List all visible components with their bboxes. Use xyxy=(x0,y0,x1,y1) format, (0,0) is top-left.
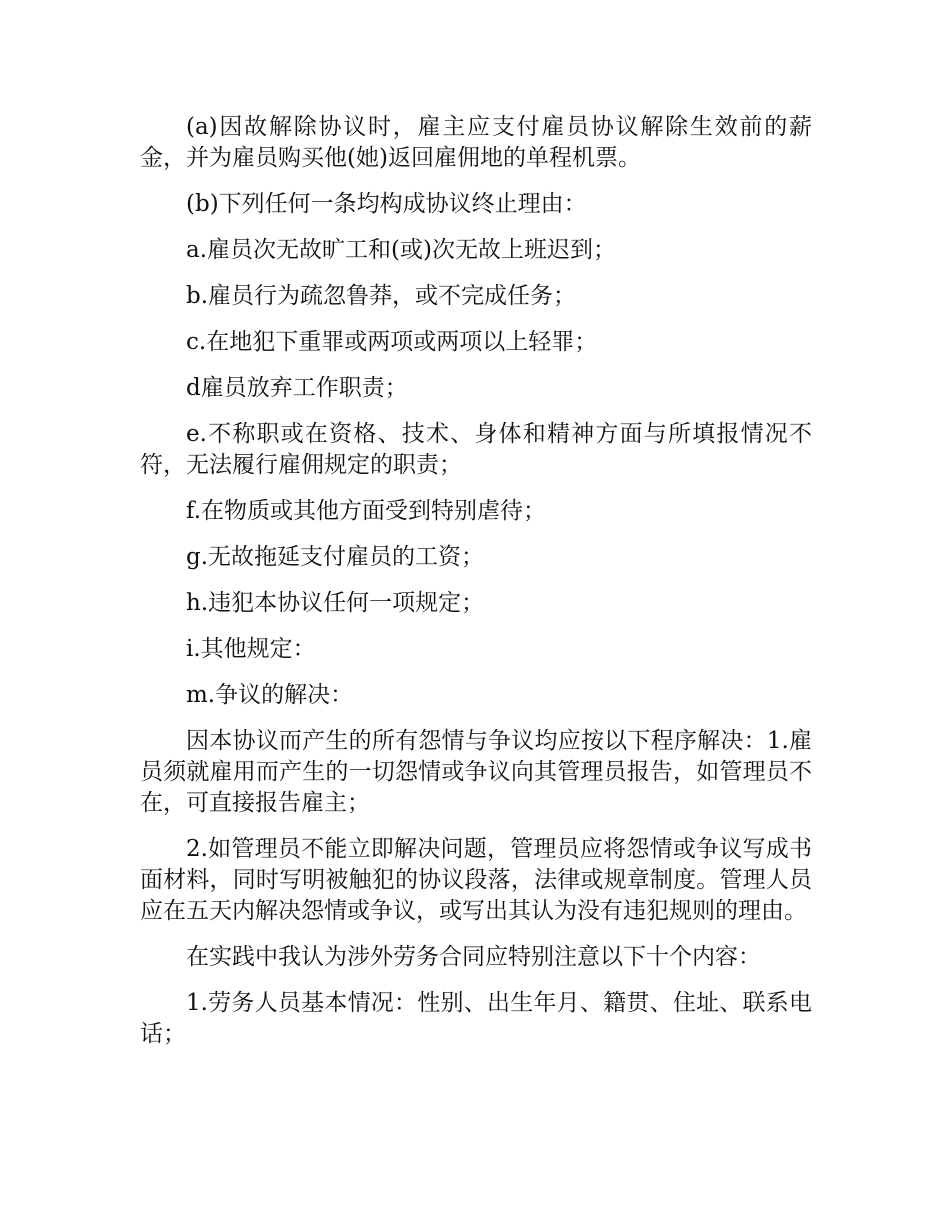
list-item-e: e.不称职或在资格、技术、身体和精神方面与所填报情况不符，无法履行雇佣规定的职责； xyxy=(140,421,812,478)
list-item-d: d雇员放弃工作职责； xyxy=(186,375,408,401)
paragraph-practice-intro: 在实践中我认为涉外劳务合同应特别注意以下十个内容： xyxy=(186,944,761,970)
paragraph-termination-reasons: (b)下列任何一条均构成协议终止理由： xyxy=(186,191,587,217)
list-item-f: f.在物质或其他方面受到特别虐待； xyxy=(186,498,547,524)
document-body xyxy=(140,112,812,1065)
list-item-g: g.无故拖延支付雇员的工资； xyxy=(186,544,485,570)
paragraph-dispute-step-2: 2.如管理员不能立即解决问题，管理员应将怨情或争议写成书面材料，同时写明被触犯的协议段落，法律或规章制度。管理人员应在五天内解决怨情或争议，或写出其认为没有违犯规则的理由。 xyxy=(140,836,812,924)
list-item-b: b.雇员行为疏忽鲁莽，或不完成任务； xyxy=(186,283,577,309)
paragraph-dispute-procedure: 因本协议而产生的所有怨情与争议均应按以下程序解决：1.雇员须就雇用而产生的一切怨情或争议向其管理员报告，如管理员不在，可直接报告雇主； xyxy=(140,728,812,816)
list-item-h: h.违犯本协议任何一项规定； xyxy=(186,590,485,616)
paragraph-termination-payment: (a)因故解除协议时，雇主应支付雇员协议解除生效前的薪金，并为雇员购买他(她)返回雇佣地的单程机票。 xyxy=(140,114,812,171)
section-heading-dispute: m.争议的解决： xyxy=(186,682,354,708)
list-item-c: c.在地犯下重罪或两项或两项以上轻罪； xyxy=(186,329,598,355)
list-item-i: i.其他规定： xyxy=(186,636,316,662)
paragraph-practice-item-1: 1.劳务人员基本情况：性别、出生年月、籍贯、住址、联系电话； xyxy=(140,990,812,1047)
list-item-a: a.雇员次无故旷工和(或)次无故上班迟到； xyxy=(186,237,616,263)
